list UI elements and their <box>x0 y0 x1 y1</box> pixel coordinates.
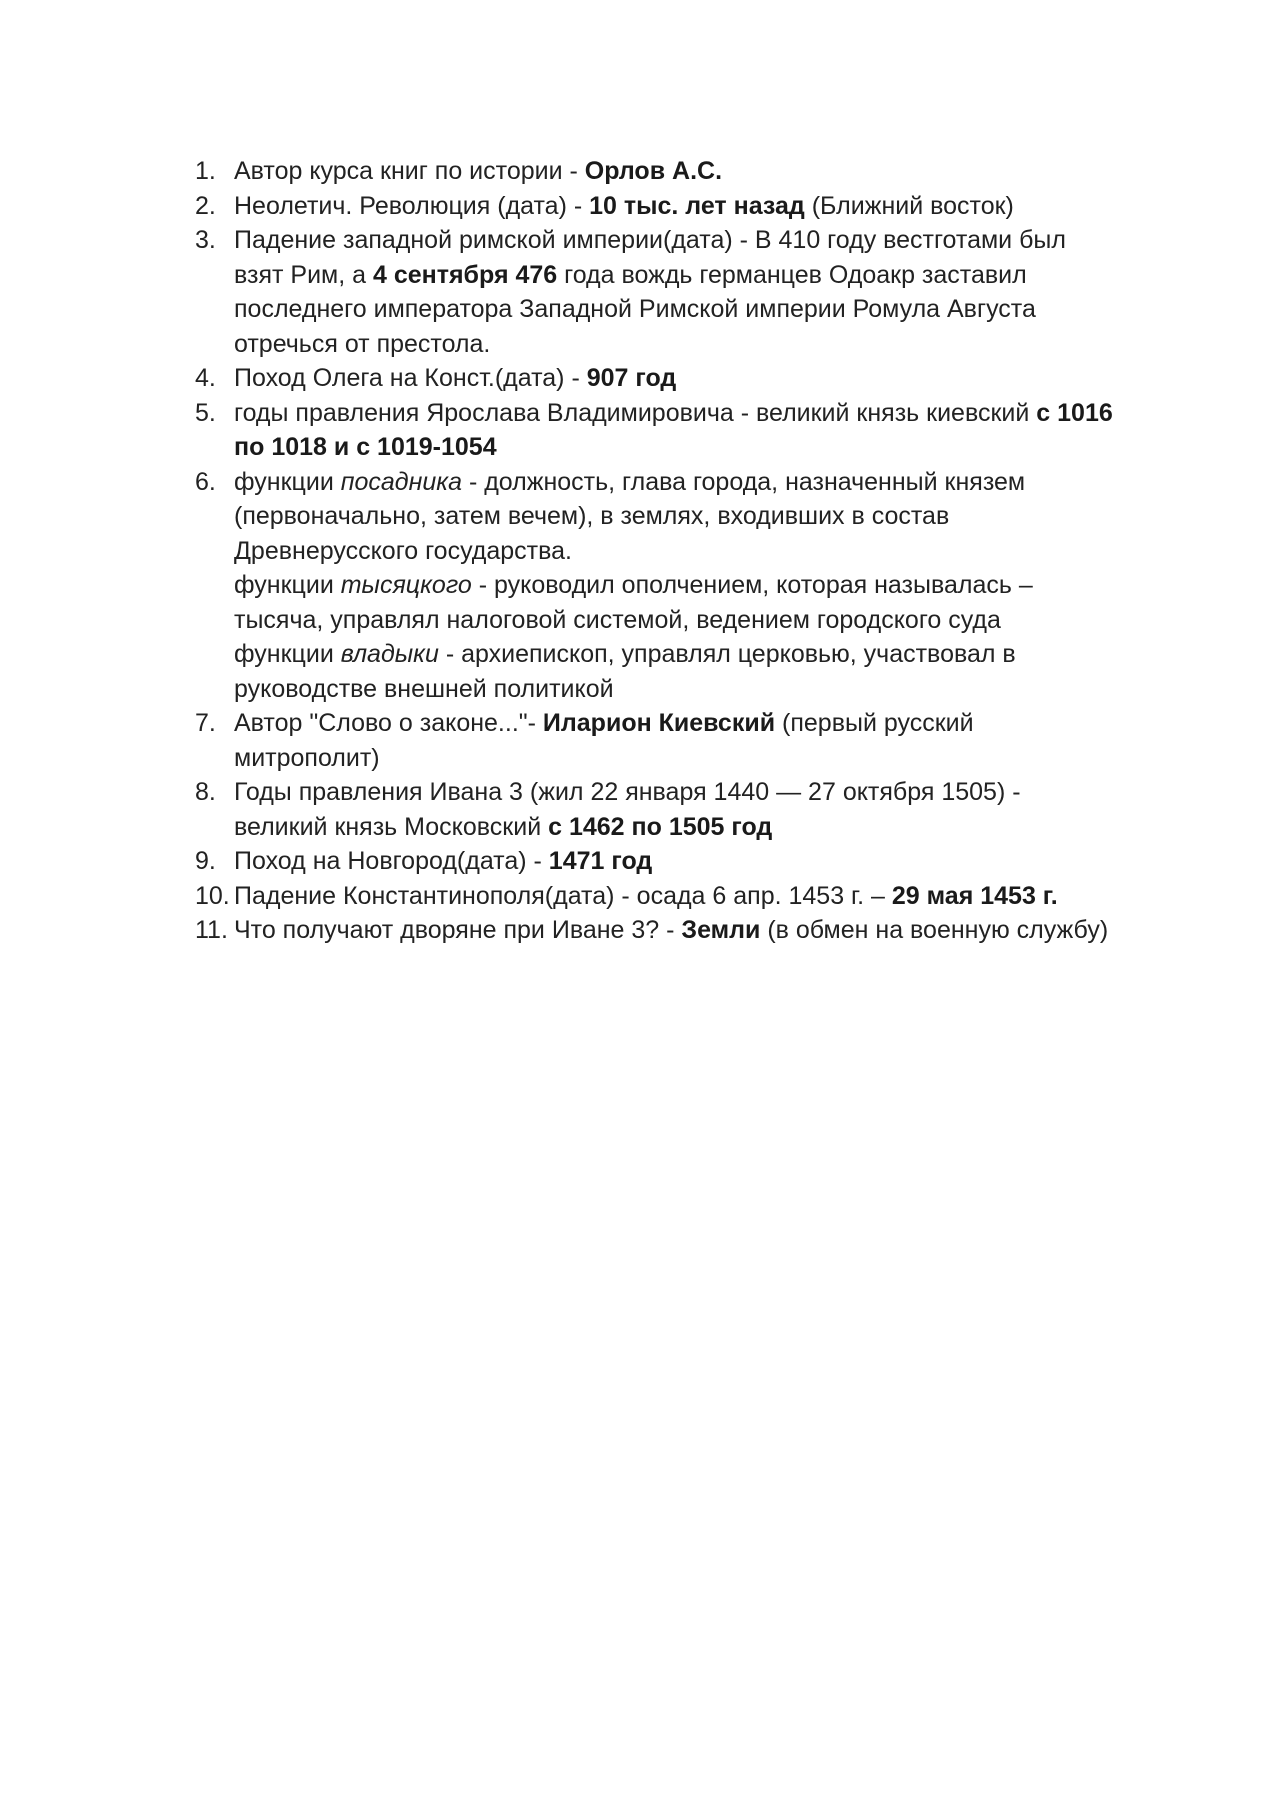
list-item <box>195 879 1115 914</box>
item-text <box>234 223 1115 361</box>
answer-emphasis: 907 год <box>586 364 677 392</box>
item-text <box>234 706 1115 775</box>
item-paragraph <box>234 223 1115 361</box>
item-number: 9. <box>195 847 216 875</box>
text-segment: года вождь германцев Одоакр заставил последнего императора Западной Римской империи Ромула Августа отречься от престола. <box>234 260 1036 358</box>
answer-emphasis: Иларион Киевский <box>542 709 776 737</box>
answer-emphasis: Орлов А.С. <box>584 157 723 185</box>
item-text <box>234 396 1115 465</box>
item-text <box>234 844 1115 879</box>
item-text <box>234 154 1115 189</box>
list-item <box>195 775 1115 844</box>
text-segment: Автор "Слово о законе..."- <box>234 709 543 737</box>
text-segment: Поход на Новгород(дата) - <box>234 847 549 875</box>
item-text <box>234 775 1115 844</box>
list-item <box>195 396 1115 465</box>
term-emphasis: владыки <box>340 640 439 668</box>
text-segment: (в обмен на военную службу) <box>760 916 1109 944</box>
item-number: 8. <box>195 778 216 806</box>
text-segment: (первый русский митрополит) <box>234 709 974 772</box>
question-answer-list <box>195 154 1115 948</box>
answer-emphasis: с 1462 по 1505 год <box>548 812 773 841</box>
text-segment: Поход Олега на Конст.(дата) - <box>234 364 587 392</box>
answer-emphasis: с 1016 по 1018 и с 1019-1054 <box>234 398 1113 461</box>
item-text <box>234 189 1115 224</box>
item-paragraph <box>234 361 1115 396</box>
answer-emphasis: 29 мая 1453 г. <box>891 881 1058 910</box>
item-paragraph <box>234 844 1115 879</box>
list-item <box>195 154 1115 189</box>
item-paragraph <box>234 189 1115 224</box>
item-number: 4. <box>195 364 216 392</box>
item-number: 10. <box>195 881 230 910</box>
text-segment: годы правления Ярослава Владимировича - великий князь киевский <box>234 398 1037 427</box>
item-text <box>234 879 1115 914</box>
item-paragraph <box>234 775 1115 844</box>
answer-emphasis: 1471 год <box>548 847 653 875</box>
list-item <box>195 844 1115 879</box>
text-segment: - архиепископ, управлял церковью, участвовал в руководстве внешней политикой <box>234 640 1016 703</box>
item-paragraph <box>234 706 1115 775</box>
text-segment: функции <box>234 571 341 599</box>
text-segment: функции <box>234 467 341 496</box>
item-paragraph <box>234 154 1115 189</box>
item-paragraph <box>234 396 1115 465</box>
item-number: 7. <box>195 709 216 737</box>
list-item <box>195 465 1115 707</box>
text-segment: Падение западной римской империи(дата) - В 410 году вестготами был взят Рим, а <box>234 226 1066 289</box>
term-emphasis: тысяцкого <box>340 571 472 599</box>
item-number: 3. <box>195 226 216 254</box>
term-emphasis: посадника <box>340 467 462 496</box>
item-text <box>234 361 1115 396</box>
text-segment: (Ближний восток) <box>804 191 1014 220</box>
item-paragraph <box>234 913 1115 948</box>
item-paragraph <box>234 568 1115 637</box>
answer-emphasis: 4 сентября 476 <box>372 260 558 289</box>
item-number: 2. <box>195 191 216 220</box>
text-segment: Годы правления Ивана 3 (жил 22 января 1440 — 27 октября 1505) - великий князь Московский <box>234 778 1021 841</box>
text-segment: Неолетич. Революция (дата) - <box>234 191 590 220</box>
item-paragraph <box>234 637 1115 706</box>
item-paragraph <box>234 465 1115 569</box>
list-item <box>195 189 1115 224</box>
item-number: 11. <box>195 916 228 944</box>
list-item <box>195 361 1115 396</box>
list-item <box>195 223 1115 361</box>
item-paragraph <box>234 879 1115 914</box>
text-segment: - должность, глава города, назначенный князем (первоначально, затем вечем), в землях, входивших в состав Древнерусского государства. <box>234 467 1026 565</box>
text-segment: Что получают дворяне при Иване 3? - <box>234 916 682 944</box>
list-item <box>195 913 1115 948</box>
item-text <box>234 465 1115 707</box>
item-text <box>234 913 1115 948</box>
text-segment: Автор курса книг по истории - <box>234 157 585 185</box>
item-number: 6. <box>195 467 216 496</box>
text-segment: - руководил ополчением, которая называлась – тысяча, управлял налоговой системой, ведением городского суда <box>234 571 1033 634</box>
text-segment: Падение Константинополя(дата) - осада 6 апр. 1453 г. – <box>234 881 892 910</box>
answer-emphasis: Земли <box>681 916 761 944</box>
text-segment: функции <box>234 640 341 668</box>
item-number: 1. <box>195 157 216 185</box>
list-item <box>195 706 1115 775</box>
answer-emphasis: 10 тыс. лет назад <box>589 191 805 220</box>
item-number: 5. <box>195 398 216 427</box>
